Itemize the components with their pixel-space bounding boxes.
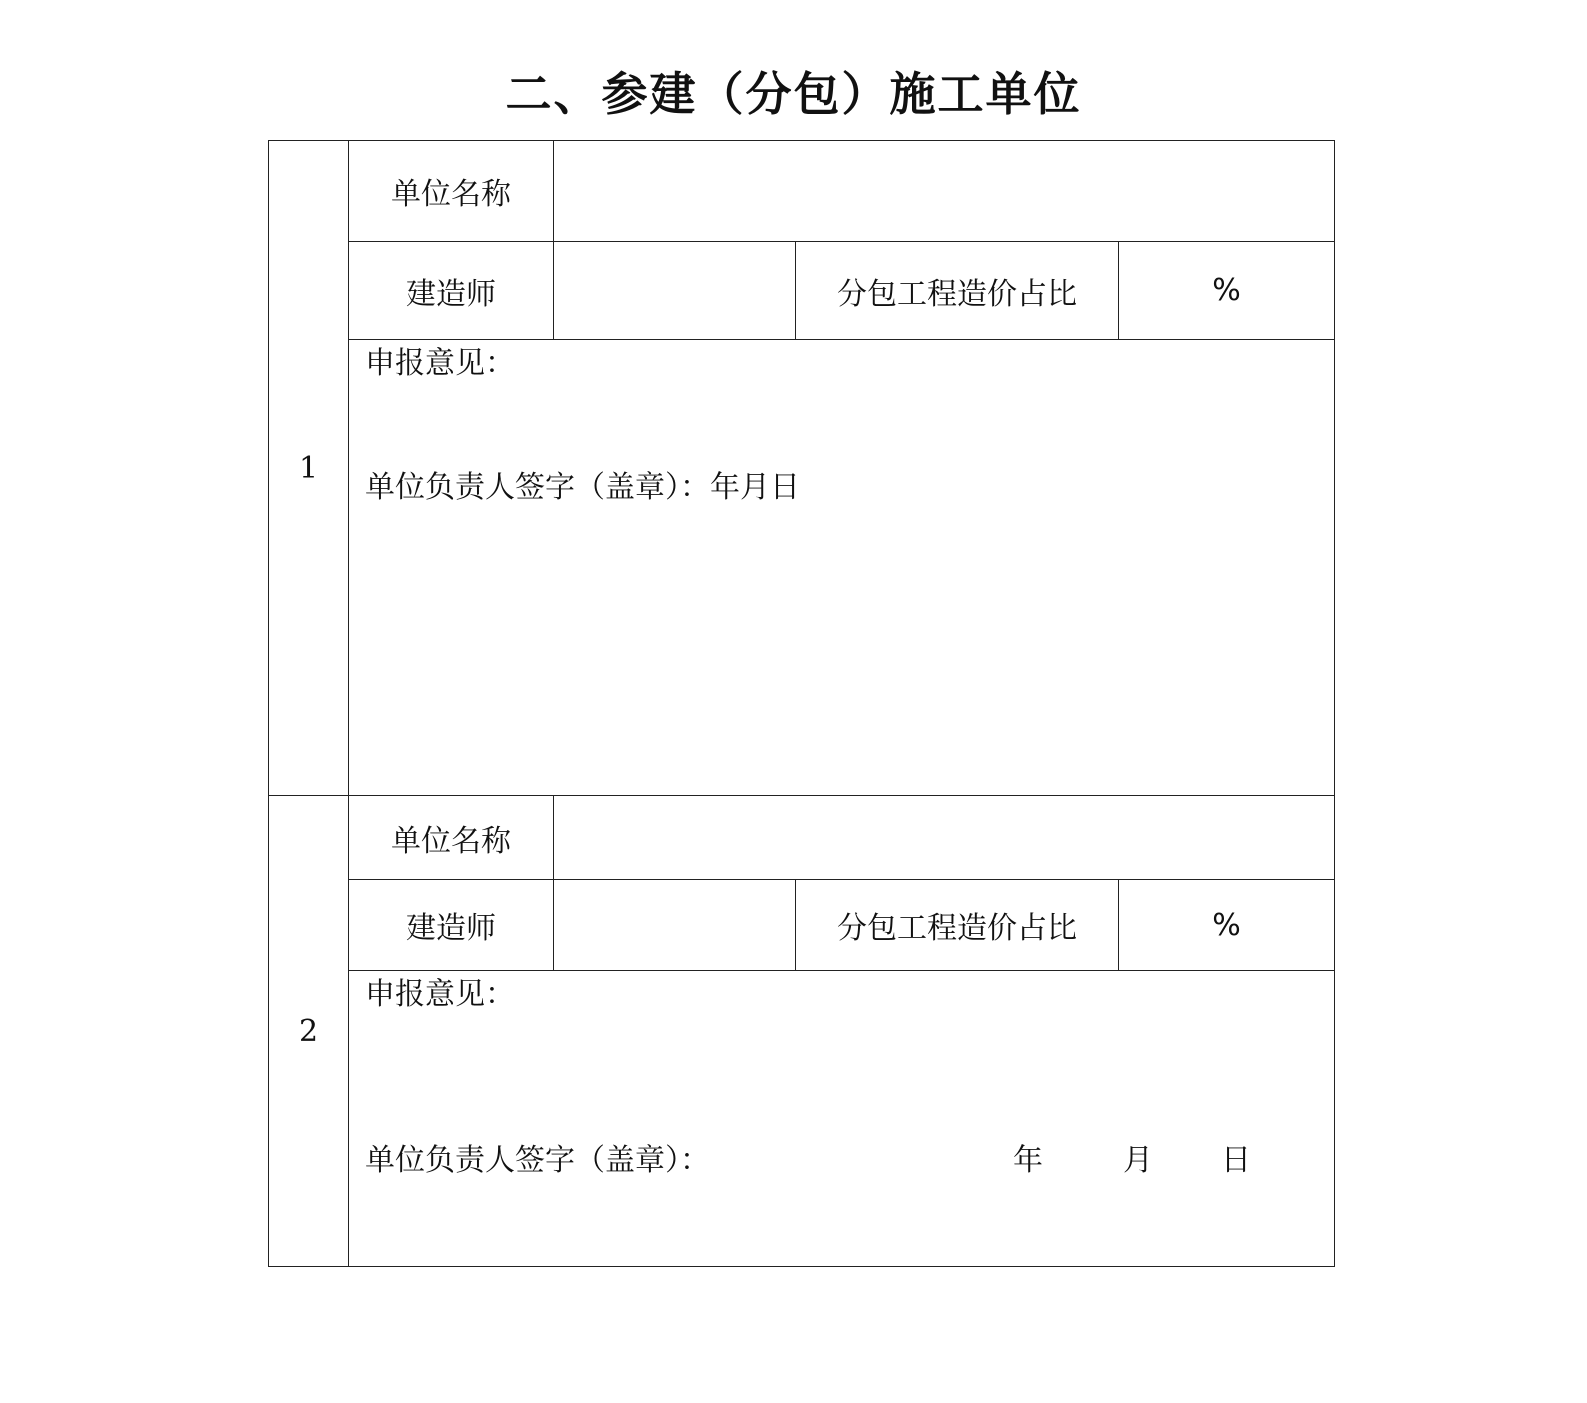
unit-1-builder-row xyxy=(269,242,1335,340)
unit-1-index: 1 xyxy=(269,141,349,796)
unit-1-builder-label: 建造师 xyxy=(349,242,554,340)
unit-1-ratio-field[interactable]: % xyxy=(1119,242,1335,340)
unit-2-opinion-label: 申报意见： xyxy=(365,977,515,1012)
unit-1-builder-field[interactable] xyxy=(554,242,796,340)
unit-2-signature-line: 单位负责人签字（盖章）： xyxy=(365,1143,710,1178)
unit-2-ratio-field[interactable]: % xyxy=(1119,880,1335,971)
page-title: 二、参建（分包）施工单位 xyxy=(505,67,1082,121)
unit-1-opinion-cell[interactable] xyxy=(349,340,1335,796)
unit-1-name-field[interactable] xyxy=(554,141,1335,242)
unit-1-name-row xyxy=(269,141,1335,242)
unit-2-builder-row xyxy=(269,880,1335,971)
unit-2-opinion-row xyxy=(269,971,1335,1267)
unit-2-date-day: 日 xyxy=(1221,1143,1251,1178)
unit-1-name-label: 单位名称 xyxy=(349,141,554,242)
unit-2-builder-label: 建造师 xyxy=(349,880,554,971)
unit-2-builder-field[interactable] xyxy=(554,880,796,971)
contractor-form-table xyxy=(268,140,1335,1267)
unit-1-signature-line: 单位负责人签字（盖章）：年月日 xyxy=(365,470,800,505)
unit-2-date-year: 年 xyxy=(1013,1143,1043,1178)
unit-1-ratio-label: 分包工程造价占比 xyxy=(796,242,1119,340)
unit-1-opinion-row xyxy=(269,340,1335,796)
unit-2-index: 2 xyxy=(269,796,349,1267)
unit-2-name-row xyxy=(269,796,1335,880)
unit-2-opinion-cell[interactable] xyxy=(349,971,1335,1267)
unit-2-ratio-label: 分包工程造价占比 xyxy=(796,880,1119,971)
unit-2-name-field[interactable] xyxy=(554,796,1335,880)
unit-1-opinion-label: 申报意见： xyxy=(365,346,515,381)
unit-2-name-label: 单位名称 xyxy=(349,796,554,880)
unit-2-date-month: 月 xyxy=(1123,1143,1153,1178)
